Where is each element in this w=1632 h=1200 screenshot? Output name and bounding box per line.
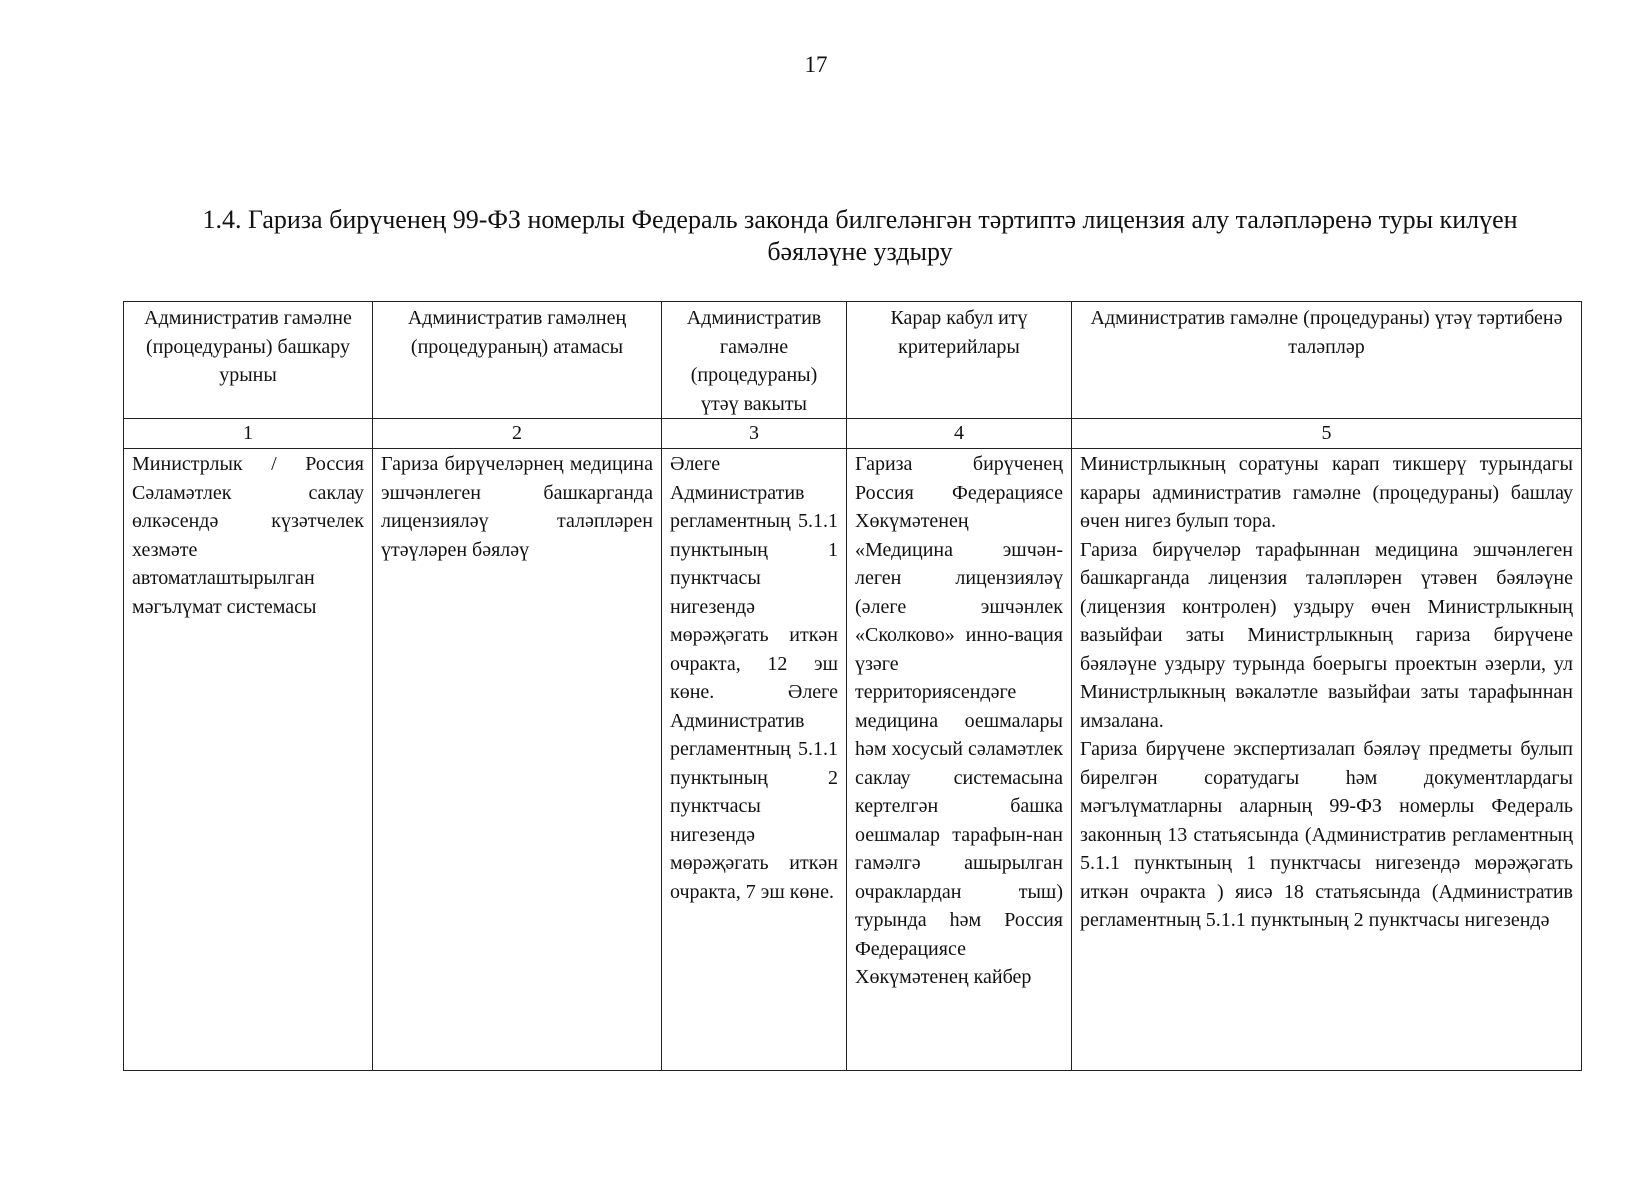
- procedure-table: [123, 301, 1582, 1071]
- section-title: 1.4. Гариза бирүченең 99-ФЗ номерлы Федераль законда билгеләнгән тәртиптә лицензия алу таләпләренә туры килүен бәяләүне уздыру: [202, 205, 1518, 266]
- cell-name: Гариза бирүчеләрнең медицина эшчәнлеген башкарганда лицензияләү таләпләрен үтәүләрен бәяләү: [373, 449, 662, 1071]
- header-duration: Административ гамәлне (процедураны) үтәү вакыты: [662, 302, 847, 419]
- header-requirements: Административ гамәлне (процедураны) үтәү тәртибенә таләпләр: [1072, 302, 1582, 419]
- column-number: 5: [1072, 419, 1582, 449]
- cell-criteria: Гариза бирүченең Россия Федерациясе Хөкүмәтенең «Медицина эшчән-леген лицензияләү (әлеге эшчәнлек «Сколково» инно-вация үзәге территориясендәге медицина оешмалары һәм хосусый сәламәтлек саклау системасына кертелгән башка оешмалар тарафын-нан гамәлгә ашырылган очраклардан тыш) турында һәм Россия Федерациясе Хөкүмәтенең кайбер: [847, 449, 1072, 1071]
- cell-place: Министрлык / Россия Сәламәтлек саклау өлкәсендә күзәтчелек хезмәте автоматлаштырылган мәгълүмат системасы: [124, 449, 373, 1071]
- header-criteria: Карар кабул итү критерийлары: [847, 302, 1072, 419]
- column-number-row: [124, 419, 1582, 449]
- column-number: 2: [373, 419, 662, 449]
- requirements-paragraph: Министрлыкның соратуны карап тикшерү турындагы карары административ гамәлне (процедураны) башлау өчен нигез булып тора.: [1080, 453, 1573, 532]
- column-number: 1: [124, 419, 373, 449]
- page-number: 17: [804, 52, 828, 77]
- header-place: Административ гамәлне (процедураны) башкару урыны: [124, 302, 373, 419]
- cell-requirements: [1072, 449, 1582, 1071]
- requirements-paragraph: Гариза бирүчеләр тарафыннан медицина эшчәнлеген башкарганда лицензия таләпләрен үтәвен бәяләүне (лицензия контролен) уздыру өчен Министрлыкның вазыйфаи заты Министрлыкның гариза бирүчене бәяләүне уздыру турында боерыгы проектын әзерли, ул Министрлыкның вәкаләтле вазыйфаи заты тарафыннан имзалана.: [1080, 538, 1573, 732]
- cell-duration: Әлеге Административ регламентның 5.1.1 пунктының 1 пунктчасы нигезендә мөрәҗәгать иткән очракта, 12 эш көне. Әлеге Административ регламентның 5.1.1 пунктының 2 пунктчасы нигезендә мөрәҗәгать иткән очракта, 7 эш көне.: [662, 449, 847, 1071]
- table-header-row: [124, 302, 1582, 419]
- table-row: [124, 449, 1582, 1071]
- column-number: 4: [847, 419, 1072, 449]
- column-number: 3: [662, 419, 847, 449]
- requirements-paragraph: Гариза бирүчене экспертизалап бәяләү предметы булып бирелгән соратудагы һәм документлардагы мәгълүматларны аларның 99-ФЗ номерлы Федераль законның 13 статьясында (Административ регламентның 5.1.1 пунктының 1 пунктчасы нигезендә мөрәҗәгать иткән очракта ) яисә 18 статьясында (Административ регламентның 5.1.1 пунктының 2 пунктчасы нигезендә: [1080, 738, 1573, 931]
- header-name: Административ гамәлнең (процедураның) атамасы: [373, 302, 662, 419]
